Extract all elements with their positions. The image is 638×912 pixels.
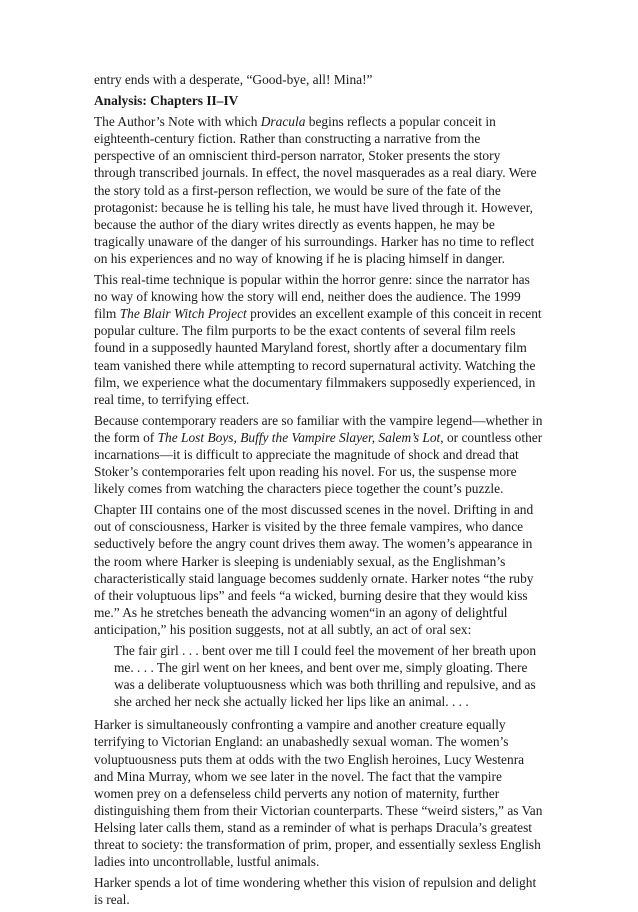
text-span: This real-time technique is popular within the horror genre: since the narrator has no way of knowing how the story will end, neither does the audience. The 1999 film [94,272,530,322]
title-dracula: Dracula [260,114,306,130]
paragraph-intro: entry ends with a desperate, “Good-bye, all! Mina!” [94,72,373,87]
quote-text: The fair girl . . . bent over me till I could feel the movement of her breath upon me. . . . The girl went on her knees, and bent over me, simply gloating. There was a deliberate voluptuousness which was both thrilling and repulsive, and as she arched her neck she actually licked her lips like an animal. . . . [114,643,537,710]
paragraph-final: Harker spends a lot of time wondering whether this vision of repulsion and delight is real. [94,875,537,908]
block-quote [114,642,544,710]
paragraph-sexual-woman: Harker is simultaneously confronting a vampire and another creature equally terrifying to Victorian England: an unabashedly sexual woman. The women’s voluptuousness puts them at odds with the two English heroines, Lucy Westenra and Mina Murray, whom we see later in the novel. The fact that the vampire women prey on a defenseless child perverts any notion of maternity, further distinguishing them from their Victorian counterparts. These “weird sisters,” as Van Helsing later calls them, stand as a reminder of what is perhaps Dracula’s greatest threat to society: the transformation of prim, proper, and essentially sexless English ladies into uncontrollable, lustful animals. [94,717,543,870]
paragraph-vampire-legend [94,412,544,497]
document-page [94,71,544,912]
text-span: begins reflects a popular conceit in eighteenth-century fiction. Rather than constructing a narrative from the perspective of an omniscient third-person narrator, Stoker presents the story through transcribed journals. In effect, the novel masquerades as a real diary. Were the story told as a first-person reflection, we would be sure of the fate of the protagonist: because he is telling his tale, he must have lived through it. However, because the author of the diary writes directly as events happen, he may be tragically unaware of the danger of his surroundings. Harker has no time to reflect on his experiences and no way of knowing if he is placing himself in danger. [94,114,537,266]
paragraph-real-time [94,271,544,408]
paragraph-chapter-iii: Chapter III contains one of the most discussed scenes in the novel. Drifting in and out of consciousness, Harker is visited by the three female vampires, who dance seductively before the angry count drives them away. The women’s appearance in the room where Harker is sleeping is undeniably sexual, as the Englishman’s characteristically staid language becomes suddenly ornate. Harker notes “the ruby of their voluptuous lips” and feels “a wicked, burning desire that they would kiss me.” As he stretches beneath the advancing women“in an agony of delightful anticipation,” his position suggests, not at all subtly, an act of oral sex: [94,502,534,637]
text-span: Because contemporary readers are so familiar with the vampire legend—whether in the form of [94,412,543,445]
title-list: The Lost Boys, Buffy the Vampire Slayer, Salem’s Lot [157,429,441,445]
text-span: The Author’s Note with which [94,114,258,130]
section-heading: Analysis: Chapters II–IV [94,93,239,109]
paragraph-authors-note [94,113,544,267]
text-span: provides an excellent example of this conceit in recent popular culture. The film purports to be the exact contents of several film reels found in a supposedly haunted Maryland forest, shortly after a documentary film team vanished there while attempting to record supernatural activity. Watching the film, we experience what the documentary filmmakers supposedly experienced, in real time, to terrifying effect. [94,306,542,407]
title-blair-witch: The Blair Witch Project [119,306,247,322]
text-span: , or countless other incarnations—it is difficult to appreciate the magnitude of shock and dread that Stoker’s contemporaries felt upon reading his novel. For us, the suspense more likely comes from watching the characters piece together the count’s puzzle. [94,429,543,497]
